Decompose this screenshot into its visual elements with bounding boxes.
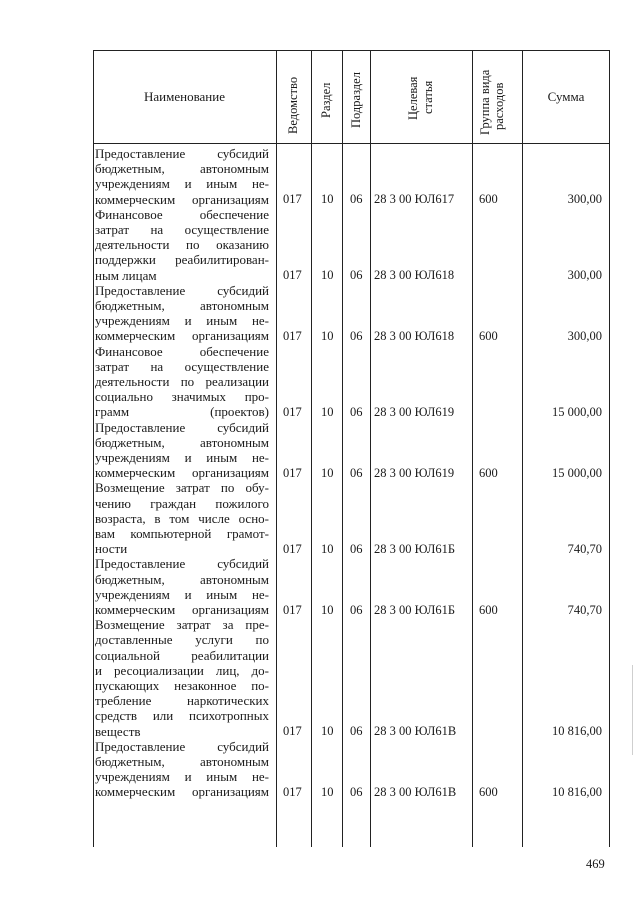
row-name-line: бюджетным, автономным — [95, 434, 269, 450]
header-gruppa-1: Группа вида — [478, 69, 492, 135]
row-name — [95, 617, 269, 739]
row-razdel: 10 — [321, 465, 334, 480]
row-celevaya: 28 3 00 ЮЛ61В — [374, 784, 457, 799]
row-razdel: 10 — [321, 328, 334, 343]
row-podrazdel: 06 — [350, 465, 363, 480]
row-celevaya: 28 3 00 ЮЛ618 — [374, 268, 455, 283]
row-name-line: вам компьютерной грамот- — [95, 526, 269, 541]
row-name — [95, 146, 269, 207]
row-vedomstvo: 017 — [283, 724, 302, 739]
row-name — [95, 480, 269, 556]
row-name-line: и ресоциализации лиц, до- — [95, 662, 269, 678]
row-celevaya: 28 3 00 ЮЛ61Б — [374, 541, 456, 556]
row-name-line: учреждениям и иным не- — [95, 176, 269, 192]
column-line — [522, 144, 523, 847]
header-celevaya-1: Целевая — [406, 76, 420, 120]
column-line — [311, 144, 312, 847]
column-line — [93, 144, 94, 847]
row-razdel: 10 — [321, 192, 334, 207]
row-name-line: ности — [95, 541, 128, 557]
row-celevaya: 28 3 00 ЮЛ619 — [374, 465, 455, 480]
header-podrazdel: Подраздел — [349, 72, 363, 128]
row-summa: 10 816,00 — [552, 724, 602, 739]
header-divider — [370, 50, 371, 144]
column-line — [276, 144, 277, 847]
row-celevaya: 28 3 00 ЮЛ617 — [374, 192, 455, 207]
row-name-line: социально значимых про- — [95, 389, 269, 405]
page-number: 469 — [586, 857, 605, 871]
row-name-line: деятельности по реализации — [95, 374, 269, 389]
row-razdel: 10 — [321, 784, 334, 799]
header-summa-label: Сумма — [547, 89, 585, 104]
header-summa — [522, 50, 610, 144]
row-name-line: пускающих незаконное по- — [95, 678, 269, 693]
row-name-line: Возмещение затрат по обу- — [95, 480, 269, 496]
row-gruppa: 600 — [479, 192, 498, 207]
row-vedomstvo: 017 — [283, 465, 302, 480]
row-summa: 300,00 — [567, 192, 602, 207]
row-name-line: коммерческим организациям — [95, 784, 269, 800]
row-summa: 15 000,00 — [552, 465, 602, 480]
row-podrazdel: 06 — [350, 404, 363, 419]
row-name — [95, 344, 269, 420]
row-summa: 300,00 — [567, 328, 602, 343]
row-name-line: поддержки реабилитирован- — [95, 252, 269, 268]
row-name-line: социальной реабилитации — [95, 647, 269, 663]
row-name-line: Предоставление субсидий — [95, 282, 269, 298]
row-name-line: Предоставление субсидий — [95, 738, 269, 754]
row-gruppa: 600 — [479, 602, 498, 617]
row-name-line: Предоставление субсидий — [95, 146, 269, 161]
row-podrazdel: 06 — [350, 602, 363, 617]
row-podrazdel: 06 — [350, 784, 363, 799]
column-line — [609, 144, 610, 847]
row-gruppa: 600 — [479, 328, 498, 343]
row-name-line: бюджетным, автономным — [95, 161, 269, 177]
header-divider — [342, 50, 343, 144]
row-name-line: возраста, в том числе осно- — [95, 510, 269, 526]
row-razdel: 10 — [321, 724, 334, 739]
row-gruppa: 600 — [479, 465, 498, 480]
row-name-line: требление наркотических — [95, 693, 269, 709]
row-name-line: коммерческим организациям — [95, 602, 269, 617]
row-summa: 740,70 — [567, 541, 602, 556]
row-name-line: средств или психотропных — [95, 708, 269, 724]
row-name-line: коммерческим организациям — [95, 191, 269, 207]
row-name-line: учреждениям и иным не- — [95, 450, 269, 465]
header-razdel: Раздел — [319, 82, 333, 118]
row-podrazdel: 06 — [350, 268, 363, 283]
row-name-line: грамм (проектов) — [95, 404, 269, 420]
header-vedomstvo: Ведомство — [286, 76, 300, 134]
row-vedomstvo: 017 — [283, 784, 302, 799]
header-divider — [472, 50, 473, 144]
row-name — [95, 420, 269, 481]
row-podrazdel: 06 — [350, 192, 363, 207]
row-name-line: Финансовое обеспечение — [95, 343, 269, 359]
margin-mark — [632, 665, 633, 755]
row-name-line: бюджетным, автономным — [95, 754, 269, 769]
row-podrazdel: 06 — [350, 541, 363, 556]
row-razdel: 10 — [321, 404, 334, 419]
row-name-line: затрат на осуществление — [95, 358, 269, 374]
row-name-line: коммерческим организациям — [95, 465, 269, 481]
row-name-line: учреждениям и иным не- — [95, 313, 269, 329]
row-name-line: бюджетным, автономным — [95, 298, 269, 313]
row-celevaya: 28 3 00 ЮЛ618 — [374, 328, 455, 343]
row-vedomstvo: 017 — [283, 328, 302, 343]
header-divider — [311, 50, 312, 144]
row-name-line: чению граждан пожилого — [95, 495, 269, 511]
row-name-line: учреждениям и иным не- — [95, 586, 269, 602]
column-line — [370, 144, 371, 847]
row-vedomstvo: 017 — [283, 541, 302, 556]
row-celevaya: 28 3 00 ЮЛ61Б — [374, 602, 456, 617]
row-vedomstvo: 017 — [283, 602, 302, 617]
row-name-line: Финансовое обеспечение — [95, 206, 269, 222]
row-name-line: Предоставление субсидий — [95, 419, 269, 435]
row-vedomstvo: 017 — [283, 192, 302, 207]
row-name-line: веществ — [95, 723, 141, 739]
row-razdel: 10 — [321, 541, 334, 556]
row-name-line: учреждениям и иным не- — [95, 769, 269, 785]
row-name — [95, 207, 269, 283]
header-gruppa-2: расходов — [492, 82, 506, 130]
row-name — [95, 739, 269, 800]
row-name — [95, 556, 269, 617]
row-gruppa: 600 — [479, 784, 498, 799]
column-line — [342, 144, 343, 847]
row-name — [95, 283, 269, 344]
row-summa: 740,70 — [567, 602, 602, 617]
row-name-line: деятельности по оказанию — [95, 237, 269, 253]
header-celevaya-2: статья — [421, 80, 435, 114]
row-name-line: бюджетным, автономным — [95, 571, 269, 587]
row-celevaya: 28 3 00 ЮЛ619 — [374, 404, 455, 419]
row-celevaya: 28 3 00 ЮЛ61В — [374, 724, 457, 739]
row-razdel: 10 — [321, 268, 334, 283]
header-name — [93, 50, 276, 144]
row-name-line: ным лицам — [95, 267, 157, 283]
header-name-label: Наименование — [144, 89, 225, 104]
header-divider — [276, 50, 277, 144]
row-vedomstvo: 017 — [283, 268, 302, 283]
row-name-line: доставленные услуги по — [95, 632, 269, 648]
row-name-line: Предоставление субсидий — [95, 556, 269, 572]
row-summa: 300,00 — [567, 268, 602, 283]
row-summa: 15 000,00 — [552, 404, 602, 419]
row-name-line: Возмещение затрат за пре- — [95, 617, 269, 633]
row-vedomstvo: 017 — [283, 404, 302, 419]
row-name-line: коммерческим организациям — [95, 328, 269, 344]
row-podrazdel: 06 — [350, 328, 363, 343]
row-podrazdel: 06 — [350, 724, 363, 739]
row-razdel: 10 — [321, 602, 334, 617]
row-name-line: затрат на осуществление — [95, 222, 269, 237]
column-line — [472, 144, 473, 847]
row-summa: 10 816,00 — [552, 784, 602, 799]
